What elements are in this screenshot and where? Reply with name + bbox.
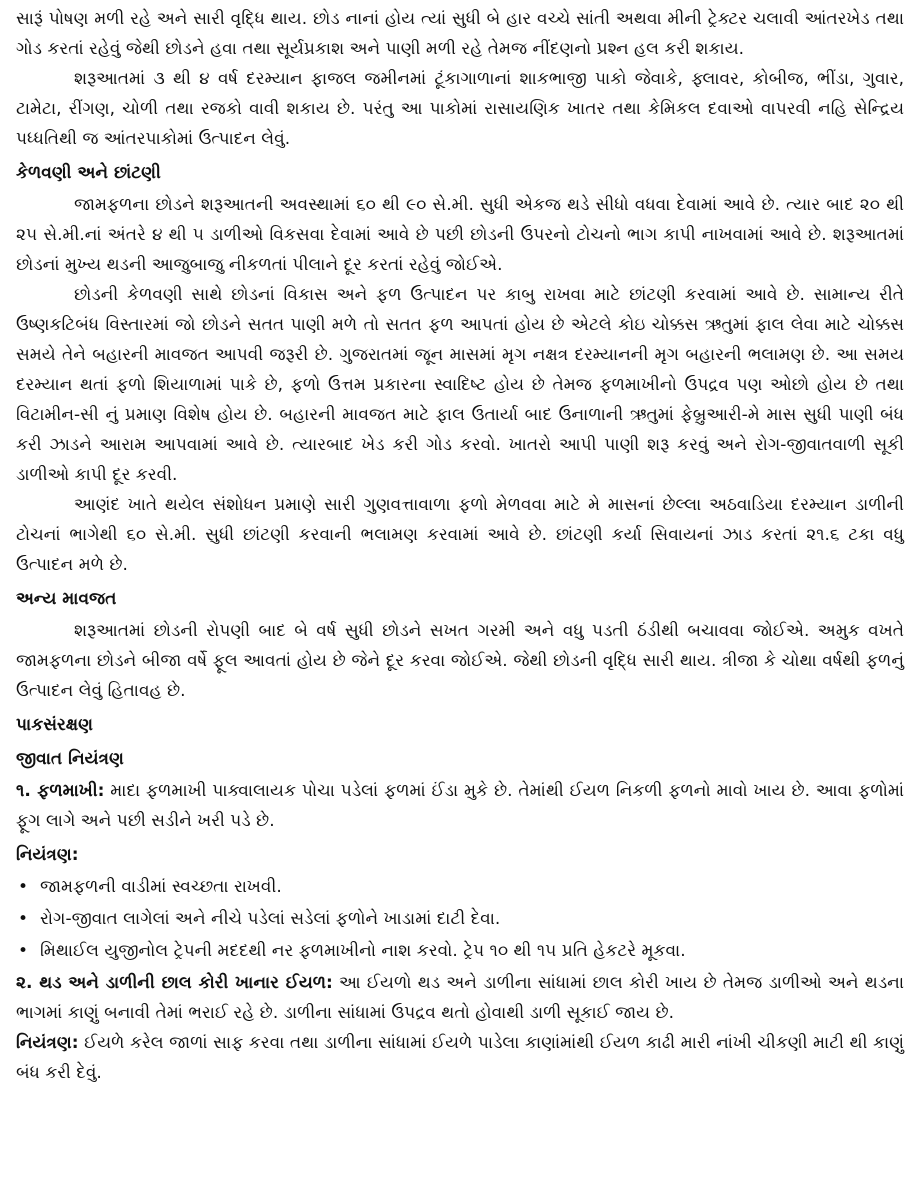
borer-text: આ ઈયળો થડ અને ડાળીના સાંધામાં છાલ કોરી ખાય છે તેમજ ડાળીઓ અને થડના ભાગમાં કાણું બનાવી તેમાં ભરાઈ રહે છે. ડાળીના સાંધામાં ઉપદ્રવ થતો હોવાથી ડાળી સૂકાઈ જાય છે. bbox=[16, 973, 904, 1023]
borer-paragraph bbox=[16, 968, 904, 1028]
crop-protection-heading: પાકસંરક્ષણ bbox=[16, 715, 93, 735]
fruitfly-paragraph bbox=[16, 776, 904, 836]
list-item bbox=[16, 904, 904, 934]
intro-paragraph-2: શરૂઆતમાં ૩ થી ૪ વર્ષ દરમ્યાન ફાજલ જમીનમાં ટૂંકાગાળાનાં શાકભાજી પાકો જેવાકે, ફ્લાવર, કોબીજ, ભીંડા, ગુવાર, ટામેટા, રીંગણ, ચોળી તથા રજકો વાવી શકાય છે. પરંતુ આ પાકોમાં રાસાયણિક ખાતર તથા કેમિકલ દવાઓ વાપરવી નહિ સેન્દ્રિય પધ્ધતિથી જ આંતરપાકોમાં ઉત્પાદન લેવું. bbox=[16, 69, 904, 149]
intro-paragraph-1: સારૂં પોષણ મળી રહે અને સારી વૃદ્ધિ થાય. છોડ નાનાં હોય ત્યાં સુધી બે હાર વચ્ચે સાંતી અથવા મીની ટ્રેક્ટર ચલાવી આંતરખેડ તથા ગોડ કરતાં રહેવું જેથી છોડને હવા તથા સૂર્યપ્રકાશ અને પાણી મળી રહે તેમજ નીંદણનો પ્રશ્ન હલ કરી શકાય. bbox=[16, 9, 904, 59]
borer-control-label: નિયંત્રણ: bbox=[16, 1033, 79, 1053]
training-paragraph-2: છોડની કેળવણી સાથે છોડનાં વિકાસ અને ફળ ઉત્પાદન પર કાબુ રાખવા માટે છાંટણી કરવામાં આવે છે. સામાન્ય રીતે ઉષ્ણકટિબંધ વિસ્તારમાં જો છોડને સતત પાણી મળે તો સતત ફળ આપતાં હોય છે એટલે કોઇ ચોક્કસ ઋતુમાં ફાલ લેવા માટે ચોક્કસ સમયે તેને બહારની માવજત આપવી જરૂરી છે. ગુજરાતમાં જૂન માસમાં મૃગ નક્ષત્ર દરમ્યાનની મૃગ બહારની ભલામણ છે. આ સમય દરમ્યાન થતાં ફળો શિયાળામાં પાકે છે, ફળો ઉત્તમ પ્રકારના સ્વાદિષ્ટ હોય છે તેમજ ફળમાખીનો ઉપદ્રવ પણ ઓછો હોય છે તથા વિટામીન-સી નું પ્રમાણ વિશેષ હોય છે. બહારની માવજત માટે ફાલ ઉતાર્યા બાદ ઉનાળાની ઋતુમાં ફેબ્રુઆરી-મે માસ સુધી પાણી બંધ કરી ઝાડને આરામ આપવામાં આવે છે. ત્યારબાદ ખેડ કરી ગોડ કરવો. ખાતરો આપી પાણી શરૂ કરવું અને રોગ-જીવાતવાળી સૂકી ડાળીઓ કાપી દૂર કરવી. bbox=[16, 285, 904, 485]
fruitfly-text: માદા ફળમાખી પાક્વાલાયક પોચા પડેલાં ફળમાં ઈંડા મુકે છે. તેમાંથી ઈયળ નિકળી ફળનો માવો ખાય છે. આવા ફળોમાં ફૂગ લાગે અને પછી સડીને ખરી પડે છે. bbox=[16, 781, 904, 831]
borer-control-paragraph bbox=[16, 1028, 904, 1088]
training-heading: કેળવણી અને છાંટણી bbox=[16, 163, 161, 183]
pest-control-heading: જીવાત નિયંત્રણ bbox=[16, 749, 124, 769]
other-care-paragraph: શરૂઆતમાં છોડની રોપણી બાદ બે વર્ષ સુધી છોડને સખત ગરમી અને વધુ પડતી ઠંડીથી બચાવવા જોઈએ. અમુક વખતે જામફળના છોડને બીજા વર્ષે ફૂલ આવતાં હોય છે જેને દૂર કરવા જોઈએ. જેથી છોડની વૃદ્ધિ સારી થાય. ત્રીજા કે ચોથા વર્ષથી ફળનું ઉત્પાદન લેવું હિતાવહ છે. bbox=[16, 621, 904, 701]
training-paragraph-3: આણંદ ખાતે થયેલ સંશોધન પ્રમાણે સારી ગુણવત્તાવાળા ફળો મેળવવા માટે મે માસનાં છેલ્લા અઠવાડિયા દરમ્યાન ડાળીની ટોચનાં ભાગેથી ૬૦ સે.મી. સુધી છાંટણી કરવાની ભલામણ કરવામાં આવે છે. છાંટણી કર્યા સિવાયનાં ઝાડ કરતાં ૨૧.૬ ટકા વધુ ઉત્પાદન મળે છે. bbox=[16, 495, 904, 575]
list-item bbox=[16, 936, 904, 966]
bullet-icon: • bbox=[18, 909, 29, 929]
training-paragraph-1: જામફળના છોડને શરૂઆતની અવસ્થામાં ૬૦ થી ૯૦ સે.મી. સુધી એકજ થડે સીધો વધવા દેવામાં આવે છે. ત્યાર બાદ ૨૦ થી ૨૫ સે.મી.નાં અંતરે ૪ થી ૫ ડાળીઓ વિકસવા દેવામાં આવે છે પછી છોડની ઉપરનો ટોચનો ભાગ કાપી નાખવામાં આવે છે. શરૂઆતમાં છોડનાં મુખ્ય થડની આજુબાજુ નીકળતાં પીલાને દૂર કરતાં રહેવું જોઈએ. bbox=[16, 195, 904, 275]
borer-label: ૨. થડ અને ડાળીની છાલ કોરી ખાનાર ઈયળ: bbox=[16, 973, 333, 993]
bullet-icon: • bbox=[18, 877, 29, 897]
borer-control-text: ઈયળે કરેલ જાળાં સાફ કરવા તથા ડાળીના સાંધામાં ઈયળે પાડેલા કાણાંમાંથી ઈયળ કાઢી મારી નાંખી ચીકણી માટી થી કાણું બંધ કરી દેવું. bbox=[16, 1033, 904, 1083]
list-item-text: રોગ-જીવાત લાગેલાં અને નીચે પડેલાં સડેલાં ફળોને ખાડામાં દાટી દેવા. bbox=[40, 909, 501, 929]
fruitfly-control-list bbox=[16, 872, 904, 966]
bullet-icon: • bbox=[18, 941, 29, 961]
list-item bbox=[16, 872, 904, 902]
other-care-heading: અન્ય માવજત bbox=[16, 589, 117, 609]
fruitfly-label: ૧. ફળમાખી: bbox=[16, 781, 105, 801]
fruitfly-control-heading: નિયંત્રણ: bbox=[16, 845, 79, 865]
list-item-text: મિથાઈલ યુજીનોલ ટ્રેપની મદદથી નર ફળમાખીનો નાશ કરવો. ટ્રેપ ૧૦ થી ૧૫ પ્રતિ હેકટરે મૂકવા. bbox=[40, 941, 686, 961]
list-item-text: જામફળની વાડીમાં સ્વચ્છતા રાખવી. bbox=[40, 877, 282, 897]
